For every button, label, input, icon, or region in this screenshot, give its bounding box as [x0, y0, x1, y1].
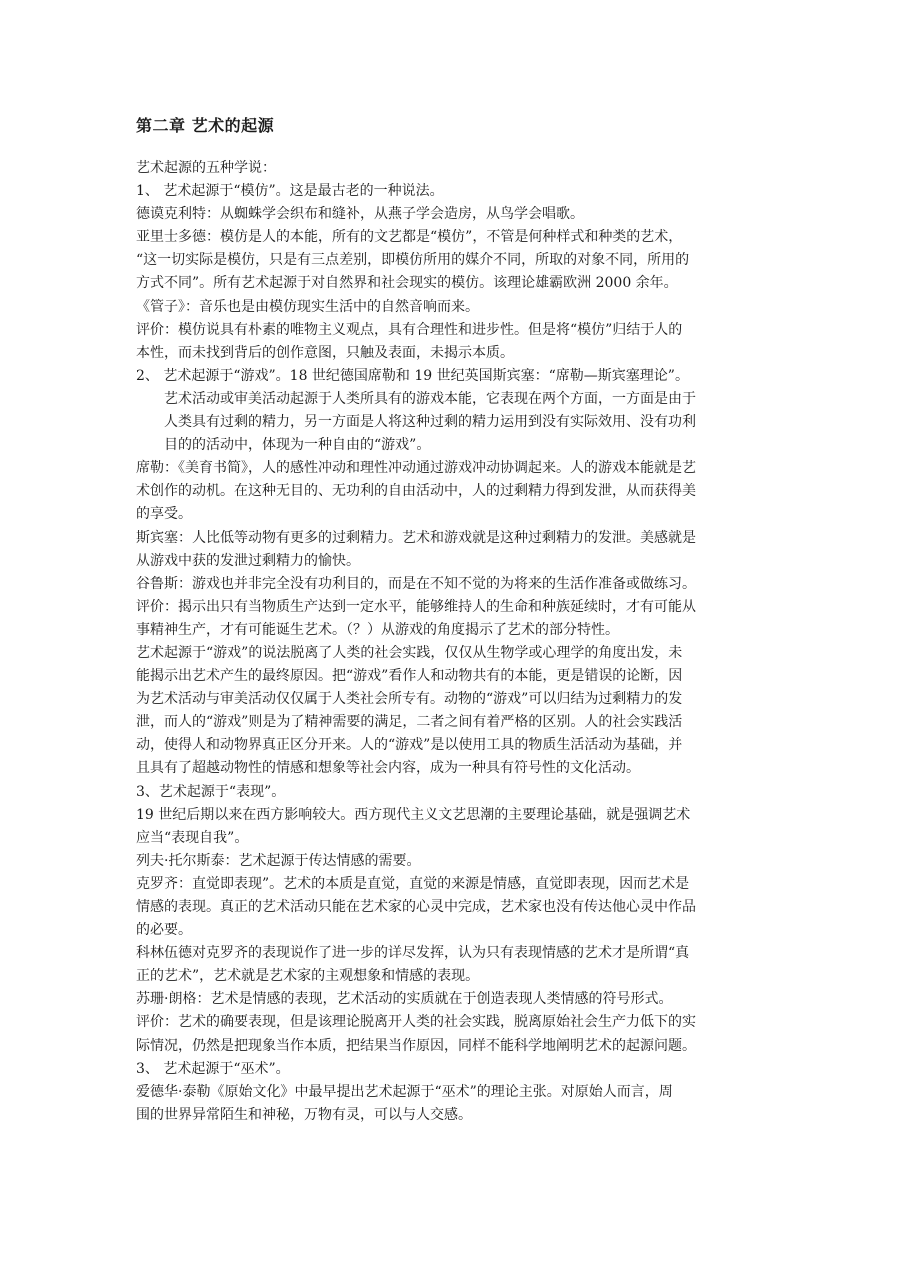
- body-text: [136, 157, 766, 1127]
- text-line: 方式不同”。所有艺术起源于对自然界和社会现实的模仿。该理论雄霸欧洲 2000 余年。: [136, 275, 678, 292]
- text-line: 正的艺术”，艺术就是艺术家的主观想象和情感的表现。: [136, 968, 480, 985]
- text-line: 能揭示出艺术产生的最终原因。把“游戏”看作人和动物共有的本能，更是错误的论断，因: [136, 668, 683, 685]
- text-line: 爱德华·泰勒《原始文化》中最早提出艺术起源于“巫术”的理论主张。对原始人而言，周: [136, 1083, 673, 1100]
- text-line: 1、 艺术起源于“模仿”。这是最古老的一种说法。: [136, 183, 444, 200]
- text-line: 19 世纪后期以来在西方影响较大。西方现代主义文艺思潮的主要理论基础，就是强调艺术: [136, 806, 691, 823]
- text-line: 2、 艺术起源于“游戏”。18 世纪德国席勒和 19 世纪英国斯宾塞：“席勒—斯宾塞理论”。: [136, 367, 689, 384]
- text-line: 斯宾塞：人比低等动物有更多的过剩精力。艺术和游戏就是这种过剩精力的发泄。美感就是: [136, 529, 696, 546]
- text-line: 列夫·托尔斯泰：艺术起源于传达情感的需要。: [136, 852, 421, 869]
- text-line: 的必要。: [136, 922, 192, 939]
- text-line: 艺术起源的五种学说：: [136, 160, 276, 176]
- text-line: 泄，而人的“游戏”则是为了精神需要的满足，二者之间有着严格的区别。人的社会实践活: [136, 714, 683, 731]
- text-line: 苏珊·朗格：艺术是情感的表现，艺术活动的实质就在于创造表现人类情感的符号形式。: [136, 991, 673, 1008]
- chapter-title: 第二章 艺术的起源: [136, 116, 275, 135]
- text-line: 事精神生产，才有可能诞生艺术。（？）从游戏的角度揭示了艺术的部分特性。: [136, 621, 619, 638]
- text-line: 术创作的动机。在这种无目的、无功利的自由活动中，人的过剩精力得到发泄，从而获得美: [136, 483, 696, 500]
- text-line: 席勒：《美育书简》，人的感性冲动和理性冲动通过游戏冲动协调起来。人的游戏本能就是艺: [136, 460, 696, 477]
- text-line: 从游戏中获的发泄过剩精力的愉快。: [136, 552, 360, 569]
- text-line: 应当“表现自我”。: [136, 829, 249, 846]
- text-line: 动，使得人和动物界真正区分开来。人的“游戏”是以使用工具的物质生活活动为基础，并: [136, 737, 683, 754]
- text-line: 3、 艺术起源于“巫术”。: [136, 1060, 290, 1077]
- text-line: 为艺术活动与审美活动仅仅属于人类社会所专有。动物的“游戏”可以归结为过剩精力的发: [136, 691, 683, 708]
- text-line: 《管子》：音乐也是由模仿现实生活中的自然音响而来。: [136, 298, 479, 315]
- text-line: 谷鲁斯：游戏也并非完全没有功利目的，而是在不知不觉的为将来的生活作准备或做练习。: [136, 575, 696, 592]
- text-line: 艺术活动或审美活动起源于人类所具有的游戏本能，它表现在两个方面，一方面是由于: [164, 390, 696, 407]
- text-line: 艺术起源于“游戏”的说法脱离了人类的社会实践，仅仅从生物学或心理学的角度出发，未: [136, 644, 683, 661]
- text-line: 的享受。: [136, 506, 192, 523]
- text-line: 际情况，仍然是把现象当作本质，把结果当作原因，同样不能科学地阐明艺术的起源问题。: [136, 1037, 696, 1054]
- text-line: 3、艺术起源于“表现”。: [136, 783, 286, 800]
- text-line: 亚里士多德：模仿是人的本能，所有的文艺都是“模仿”，不管是何种样式和种类的艺术，: [136, 229, 683, 246]
- text-line: 评价：艺术的确要表现，但是该理论脱离开人类的社会实践，脱离原始社会生产力低下的实: [136, 1014, 696, 1031]
- text-line: 科林伍德对克罗齐的表现说作了进一步的详尽发挥，认为只有表现情感的艺术才是所谓“真: [136, 945, 690, 962]
- text-line: 本性，而未找到背后的创作意图，只触及表面，未揭示本质。: [136, 344, 514, 361]
- text-line: 克罗齐：直觉即表现”。艺术的本质是直觉，直觉的来源是情感，直觉即表现，因而艺术是: [136, 875, 690, 892]
- text-line: 且具有了超越动物性的情感和想象等社会内容，成为一种具有符号性的文化活动。: [136, 760, 640, 777]
- text-line: 围的世界异常陌生和神秘，万物有灵，可以与人交感。: [136, 1106, 472, 1123]
- text-line: 目的的活动中，体现为一种自由的“游戏”。: [164, 437, 431, 454]
- text-line: 评价：模仿说具有朴素的唯物主义观点，具有合理性和进步性。但是将“模仿”归结于人的: [136, 321, 683, 338]
- text-line: 人类具有过剩的精力，另一方面是人将这种过剩的精力运用到没有实际效用、没有功利: [164, 414, 696, 431]
- text-line: 评价：揭示出只有当物质生产达到一定水平，能够维持人的生命和种族延续时，才有可能从: [136, 598, 696, 615]
- text-line: “这一切实际是模仿，只是有三点差别，即模仿所用的媒介不同，所取的对象不同，所用的: [136, 252, 690, 269]
- text-line: 情感的表现。真正的艺术活动只能在艺术家的心灵中完成，艺术家也没有传达他心灵中作品: [136, 899, 696, 915]
- text-line: 德谟克利特：从蜘蛛学会织布和缝补，从燕子学会造房，从鸟学会唱歌。: [136, 206, 584, 223]
